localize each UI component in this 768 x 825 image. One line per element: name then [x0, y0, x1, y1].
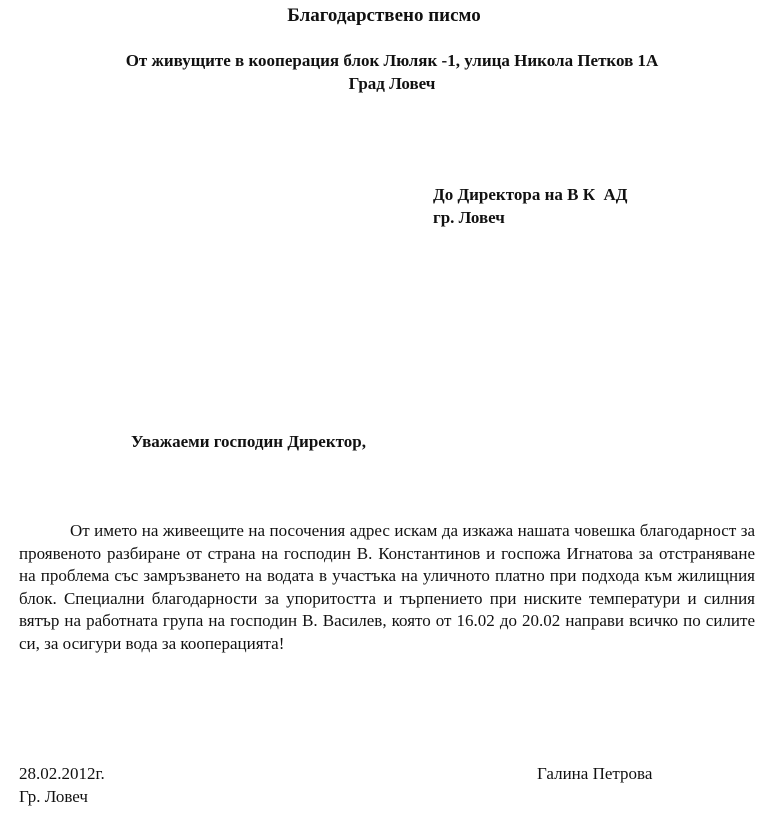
recipient-city-line: гр. Ловеч [433, 208, 505, 227]
letter-body-text: От името на живеещите на посочения адрес искам да изкажа нашата човешка благодарност за проявеното разбиране от страна на господин В. Константинов и госпожа Игнатова за отстраняване на проблема със замръзването на водата в участъка на уличното платно при подхода към жилищния блок. Специални благодарности за упоритостта и търпението при ниските температури и силния вятър на работната група на господин В. Василев, която от 16.02 до 20.02 направи всичко по силите си, за осигури вода за кооперацията! [19, 521, 755, 653]
letter-title: Благодарствено писмо [287, 5, 481, 26]
letter-body [19, 520, 755, 655]
letter-place: Гр. Ловеч [19, 787, 88, 806]
salutation: Уважаеми господин Директор, [131, 432, 366, 451]
sender-address-line: От живущите в кооперация блок Люляк -1, улица Никола Петков 1А [125, 51, 659, 70]
recipient-line: До Директора на В К АД [433, 185, 628, 204]
signature-name: Галина Петрова [537, 764, 653, 783]
sender-city-line: Град Ловеч [348, 74, 436, 93]
letter-date: 28.02.2012г. [19, 764, 105, 783]
